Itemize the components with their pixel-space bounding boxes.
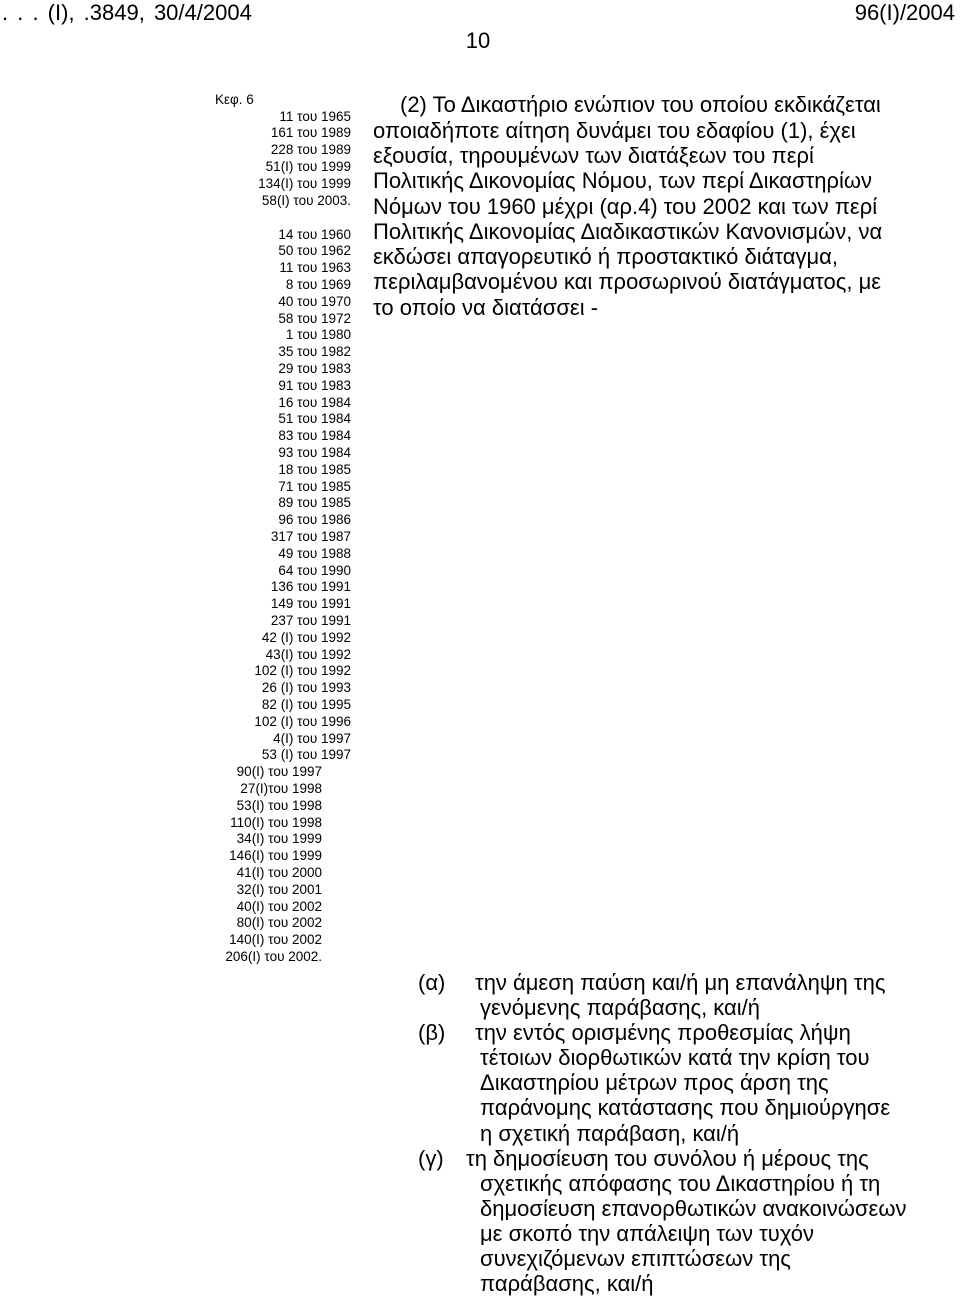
margin-note-line: 50 του 1962	[278, 243, 351, 259]
margin-note-line: 91 του 1983	[278, 377, 351, 393]
subsection-paragraph	[373, 92, 882, 320]
margin-note-line: 82 (Ι) του 1995	[261, 696, 351, 712]
margin-note-line: 53(Ι) του 1998	[236, 797, 322, 813]
item-label: (α)	[418, 970, 446, 995]
margin-note-line: 140(Ι) του 2002	[229, 932, 322, 948]
paragraph-line: εκδώσει απαγορευτικό ή προστακτικό διάταγμα,	[373, 244, 838, 270]
margin-note-line: 71 του 1985	[278, 478, 351, 494]
margin-note-line: 4(Ι) του 1997	[273, 730, 351, 746]
margin-note-line: 228 του 1989	[270, 142, 351, 158]
paragraph-line: οποιαδήποτε αίτηση δυνάμει του εδαφίου (1), έχει	[373, 117, 856, 143]
paragraph-line: εξουσία, τηρουμένων των διατάξεων του περί	[373, 142, 814, 168]
paragraph-line: Νόμων του 1960 μέχρι (αρ.4) του 2002 και των περί	[373, 193, 878, 219]
margin-note-line: 11 του 1965	[279, 108, 351, 124]
paragraph-line: περιλαμβανομένου και προσωρινού διατάγματος, με	[373, 269, 882, 295]
list-item-alpha	[418, 970, 885, 1020]
margin-note-line: 58 του 1972	[278, 310, 351, 326]
margin-note-line: 206(Ι) του 2002.	[225, 948, 322, 964]
margin-note-line: 96 του 1986	[278, 512, 351, 528]
margin-note-line: 134(Ι) του 1999	[258, 175, 351, 191]
list-item-gamma	[418, 1146, 907, 1297]
item-label: (γ)	[418, 1145, 444, 1171]
margin-note-line: 40(Ι) του 2002	[236, 898, 322, 914]
paragraph-line: Πολιτικής Δικονομίας Νόμου, των περί Δικαστηρίων	[373, 168, 873, 194]
margin-note-line: 102 (Ι) του 1996	[254, 713, 351, 729]
margin-notes-group-1	[0, 109, 351, 210]
margin-note-line: 49 του 1988	[278, 545, 351, 561]
margin-note-line: 26 (Ι) του 1993	[261, 680, 351, 696]
running-header-right: 96(Ι)/2004	[854, 0, 955, 25]
margin-note-line: 102 (Ι) του 1992	[254, 663, 351, 679]
item-line: τέτοιων διορθωτικών κατά την κρίση του	[480, 1045, 870, 1071]
item-line: γενόμενης παράβασης, και/ή	[480, 995, 760, 1021]
margin-note-line: 149 του 1991	[270, 596, 351, 612]
margin-note-line: 237 του 1991	[270, 612, 351, 628]
margin-note-line: 80(Ι) του 2002	[236, 915, 322, 931]
item-line: την άμεση παύση και/ή μη επανάληψη της	[475, 970, 886, 995]
paragraph-line: Πολιτικής Δικονομίας Διαδικαστικών Κανονισμών, να	[373, 218, 883, 244]
margin-note-line: 29 του 1983	[278, 360, 351, 376]
paragraph-line: (2) Το Δικαστήριο ενώπιον του οποίου εκδικάζεται	[400, 92, 881, 118]
margin-note-line: 317 του 1987	[270, 528, 351, 544]
margin-note-line: 161 του 1989	[270, 125, 351, 141]
margin-note-line: 83 του 1984	[278, 428, 351, 444]
margin-note-line: 136 του 1991	[270, 579, 351, 595]
item-line: την εντός ορισμένης προθεσμίας λήψη	[475, 1020, 851, 1046]
margin-notes-group-3	[0, 764, 322, 966]
item-line: παράβασης, και/ή	[480, 1271, 654, 1297]
item-line: δημοσίευση επανορθωτικών ανακοινώσεων	[480, 1195, 907, 1221]
margin-note-line: 40 του 1970	[278, 293, 351, 309]
margin-note-line: 93 του 1984	[278, 444, 351, 460]
margin-note-line: 90(Ι) του 1997	[236, 764, 322, 780]
item-line: η σχετική παράβαση, και/ή	[480, 1120, 740, 1146]
margin-note-line: 11 του 1963	[279, 260, 351, 276]
margin-note-line: 34(Ι) του 1999	[236, 831, 322, 847]
paragraph-line: το οποίο να διατάσσει -	[373, 294, 599, 320]
margin-note-line: 1 του 1980	[285, 327, 351, 343]
margin-note-line: 35 του 1982	[278, 344, 351, 360]
margin-note-line: 42 (Ι) του 1992	[261, 629, 351, 645]
item-line: παράνομης κατάστασης που δημιούργησε	[480, 1095, 891, 1121]
margin-note-line: 18 του 1985	[278, 461, 351, 477]
margin-note-line: 14 του 1960	[278, 226, 351, 242]
running-header-left: . . . (Ι), .3849, 30/4/2004	[2, 0, 252, 25]
margin-note-line: 16 του 1984	[278, 394, 351, 410]
margin-note-line: 51 του 1984	[278, 411, 351, 427]
margin-note-line: 27(Ι)του 1998	[240, 780, 322, 796]
item-line: τη δημοσίευση του συνόλου ή μέρους της	[466, 1145, 869, 1171]
chapter-reference: Κεφ. 6	[215, 91, 254, 107]
margin-note-line: 51(Ι) του 1999	[265, 158, 351, 174]
margin-note-line: 43(Ι) του 1992	[265, 646, 351, 662]
margin-note-line: 146(Ι) του 1999	[229, 848, 322, 864]
margin-note-line: 110(Ι) του 1998	[230, 814, 322, 830]
margin-note-line: 89 του 1985	[278, 495, 351, 511]
item-line: με σκοπό την απάλειψη των τυχόν	[480, 1220, 815, 1246]
list-item-beta	[418, 1020, 890, 1145]
margin-note-line: 53 (Ι) του 1997	[261, 747, 351, 763]
margin-note-line: 58(Ι) του 2003.	[261, 192, 351, 208]
page-number: 10	[465, 28, 491, 53]
item-label: (β)	[418, 1020, 446, 1046]
item-line: Δικαστηρίου μέτρων προς άρση της	[480, 1070, 829, 1096]
margin-note-line: 32(Ι) του 2001	[236, 881, 322, 897]
margin-note-line: 8 του 1969	[285, 276, 351, 292]
item-line: συνεχιζόμενων επιπτώσεων της	[480, 1246, 791, 1272]
margin-note-line: 64 του 1990	[278, 562, 351, 578]
item-line: σχετικής απόφασης του Δικαστηρίου ή τη	[480, 1170, 881, 1196]
margin-note-line: 41(Ι) του 2000	[236, 864, 322, 880]
margin-notes-group-2	[0, 227, 351, 765]
